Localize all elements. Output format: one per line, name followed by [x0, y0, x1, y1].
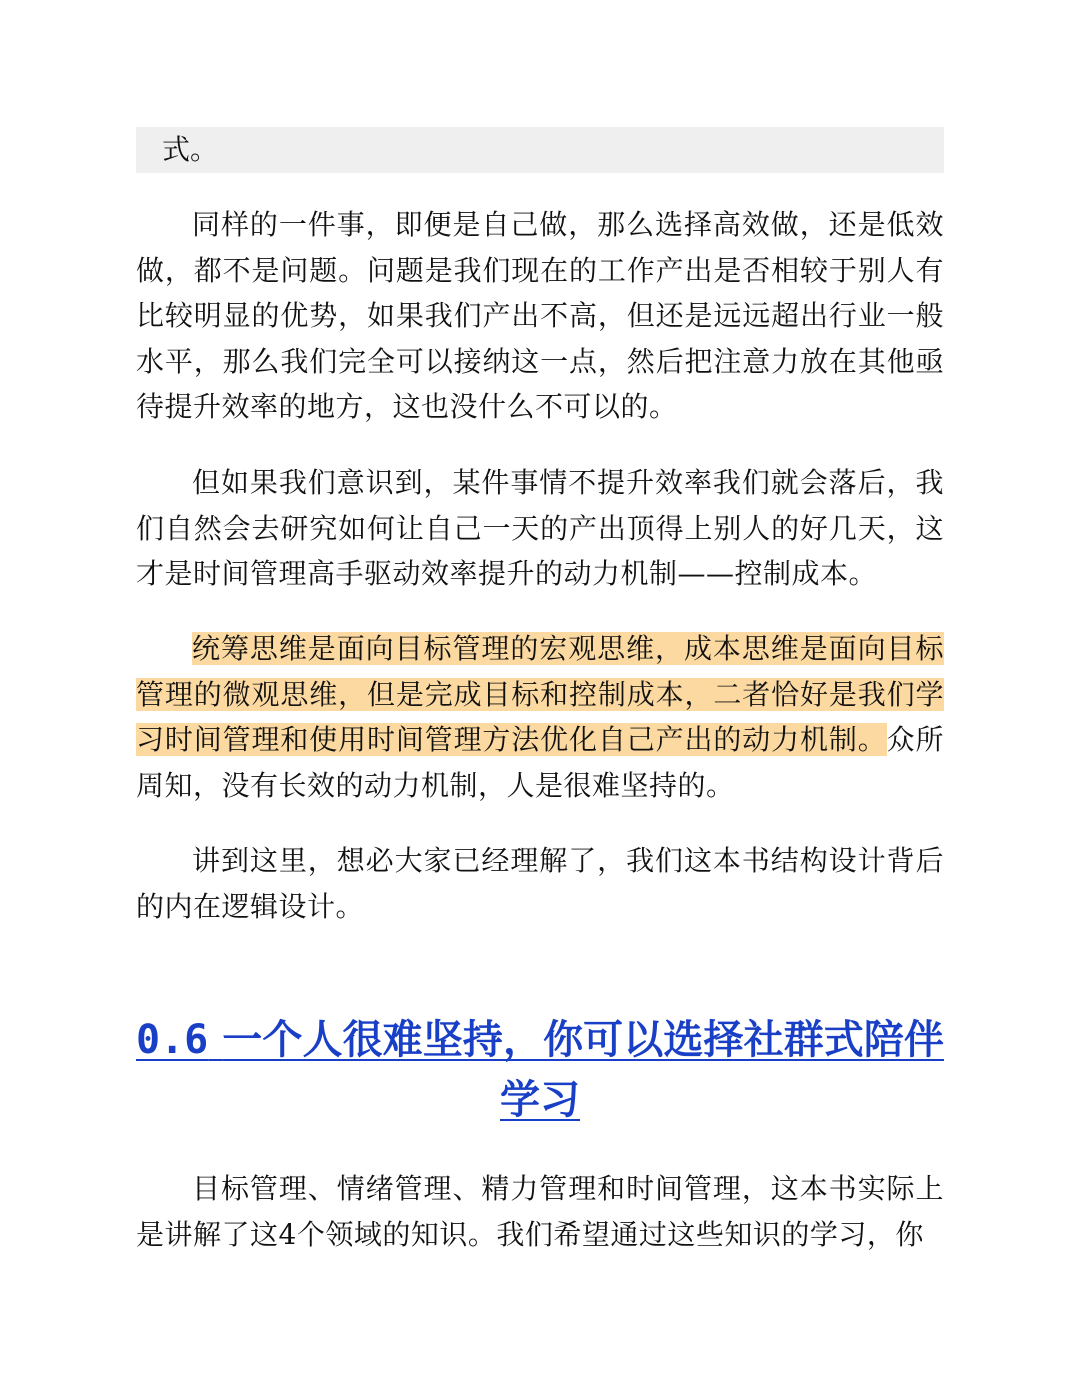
highlighted-text: 统筹思维是面向目标管理的宏观思维，成本思维是面向目标管理的微观思维，但是完成目标和控制成本，二者恰好是我们学习时间管理和使用时间管理方法优化自己产出的动力机制。 — [136, 632, 944, 756]
paragraph-cost-control: 但如果我们意识到，某件事情不提升效率我们就会落后，我们自然会去研究如何让自己一天的产出顶得上别人的好几天，这才是时间管理高手驱动效率提升的动力机制——控制成本。 — [136, 466, 944, 590]
paragraph-rest-text: 众所周知，没有长效的动力机制，人是很难坚持的。 — [136, 723, 944, 802]
paragraph-book-structure: 讲到这里，想必大家已经理解了，我们这本书结构设计背后的内在逻辑设计。 — [136, 844, 944, 923]
section-heading-link[interactable] — [136, 1010, 944, 1130]
paragraph-efficiency-choice: 同样的一件事，即便是自己做，那么选择高效做，还是低效做，都不是问题。问题是我们现在的工作产出是否相较于别人有比较明显的优势，如果我们产出不高，但还是远远超出行业一般水平，那么我们完全可以接纳这一点，然后把注意力放在其他亟待提升效率的地方，这也没什么不可以的。 — [136, 208, 944, 423]
paragraph-motivation-mechanism — [136, 626, 944, 808]
paragraph-four-domains: 目标管理、情绪管理、精力管理和时间管理，这本书实际上是讲解了这4个领域的知识。我们希望通过这些知识的学习，你 — [136, 1172, 944, 1251]
section-title: 一个人很难坚持，你可以选择社群式陪伴学习 — [222, 1016, 944, 1123]
shaded-text: 式。 — [162, 133, 219, 166]
shaded-text-block — [136, 127, 944, 173]
section-number: 0.6 — [136, 1017, 209, 1063]
